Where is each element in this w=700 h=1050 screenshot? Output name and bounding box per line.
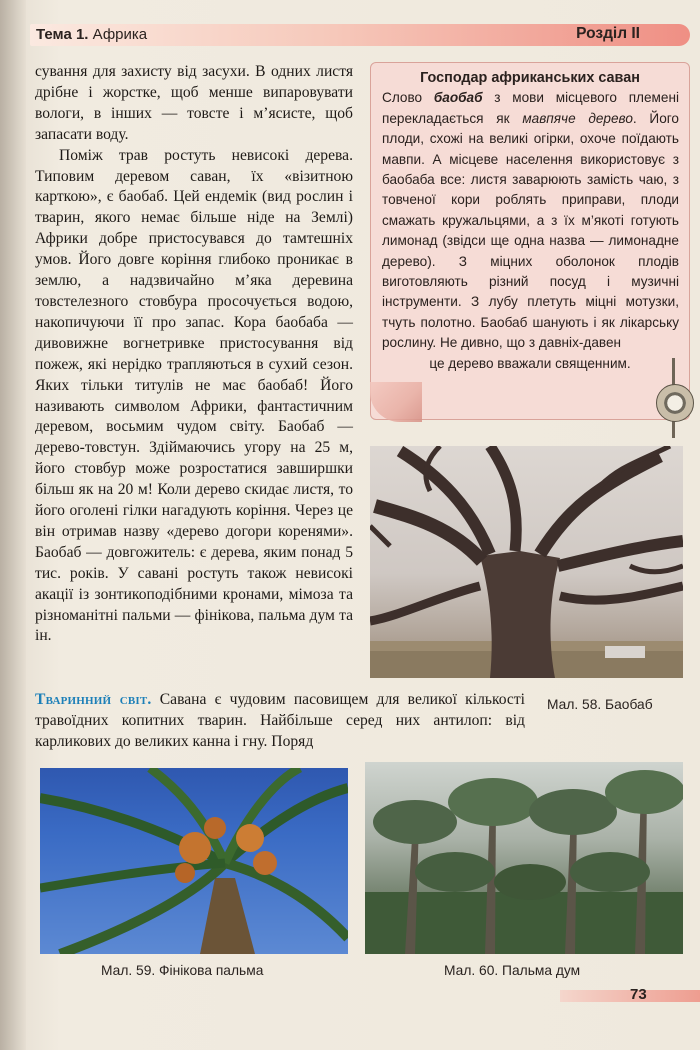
info-box-body: Слово баобаб з мови місцевого племені перекладається як мавпяче дерево. Його плоди, схожі на великі огірки, охоче поїдають мавпи. А місцеве населення використовує з баобаба все: листя заварюють замість чаю, з товченої кори роблять приправи, плоди смажать кружальцями, а з їх м’якоті готують лимонад (звідси ще одна назва — лимонадне дерево). З міцних оболонок плодів виготовляють різний посуд і музичні інструменти. З лубу плетуть міцні мотузки, тчуть полотно. Баобаб шанують і як лікарську рослину. Не дивно, що з давніх-давен: [382, 90, 679, 351]
topic-title: Тема 1. Африка: [36, 26, 148, 43]
main-text-column: [35, 62, 353, 647]
figure-caption: Мал. 59. Фінікова пальма: [101, 963, 264, 978]
section-title: Розділ II: [576, 25, 640, 42]
fauna-heading: Тваринний світ.: [35, 691, 152, 708]
paragraph: Поміж трав ростуть невисокі дерева. Типовим деревом саван, їх «візитною карткою», є баобаб. Цей ендемік (вид рослин і тварин, якого немає більше ніде на Землі) Африки добре пристосувався до тамтешніх умов. Його довге коріння глибоко проникає в землю, а надзвичайно м’яка деревина товстелезного стовбура просочується водою, накопичуючи її про запас. Кора баобаба — дивовижне вогнетривке пристосування від пожеж, які нерідко трапляються в сухий сезон. Яких тільки титулів не має баобаб! Його називають символом Африки, фантастичним деревом, восьмим чудом світу. Баобаб — дерево-товстун. Здіймаючись угору на 25 м, його стовбур може розростатися завширшки більш як на 20 м! Коли дерево скидає листя, то його оголені гілки нагадують коріння. Через це він отримав назву «дерево догори коренями». Баобаб — довгожитель: є дерева, яким понад 5 тис. років. У савані ростуть також невисокі акації із зонтикоподібними кронами, мімоза та різноманітні пальми — фінікова, пальма дум та ін.: [35, 146, 353, 645]
info-box: [370, 62, 690, 420]
page-number: 73: [630, 986, 647, 1003]
baobab-photo: [370, 446, 683, 678]
page-header: [30, 24, 690, 46]
term-baobab: баобаб: [433, 90, 483, 106]
compass-icon: [656, 384, 694, 422]
page-gutter-shadow: [0, 0, 26, 1050]
figure-caption: Мал. 60. Пальма дум: [444, 963, 581, 978]
date-palm-photo: [40, 768, 348, 954]
doum-palm-photo: [365, 762, 683, 954]
term-translation: мавпяче дерево: [522, 110, 633, 126]
figure-caption: Мал. 58. Баобаб: [547, 697, 653, 712]
paragraph: сування для захисту від засухи. В одних листя дрібне і жорстке, щоб менше випаровувати вологи, в інших — товсте і м’ясисте, щоб запасати воду.: [35, 63, 353, 143]
fauna-paragraph: Тваринний світ. Савана є чудовим пасовищем для великої кількості травоїдних копитних тварин. Найбільше серед них антилоп: від карликових до великих канна і гну. Поряд: [35, 691, 525, 750]
info-box-title: Господар африканських саван: [420, 70, 640, 86]
info-box-tail: це дерево вважали священним.: [429, 355, 631, 371]
